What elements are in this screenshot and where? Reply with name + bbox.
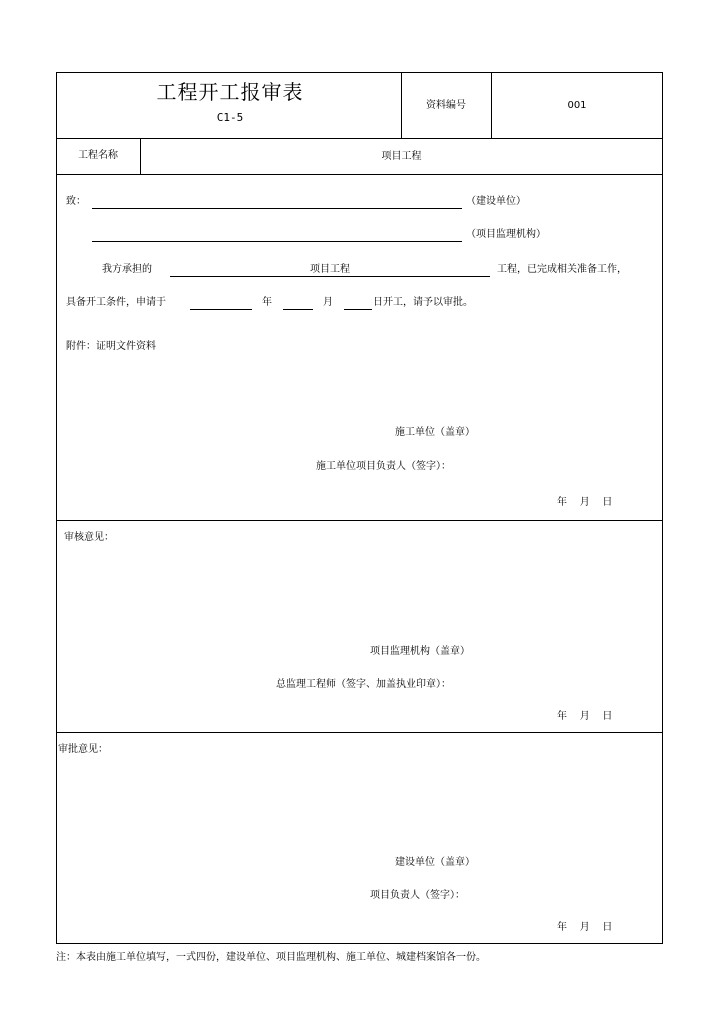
divider-review [56,520,663,521]
contractor-manager-signature[interactable]: 施工单位项目负责人（签字）： [316,461,451,472]
doc-no-value[interactable]: 001 [567,100,587,111]
approval-date[interactable]: 年 月 日 [557,922,613,933]
divider-header [56,138,663,139]
start-year-blank[interactable] [190,309,252,310]
supervision-blank[interactable] [92,241,462,242]
attachment-note: 附件：证明文件资料 [66,341,156,352]
supervision-label: （项目监理机构） [466,229,546,240]
start-day-blank[interactable] [344,309,372,310]
page-title: 工程开工报审表 [156,80,304,104]
review-seal: 项目监理机构（盖章） [370,646,470,657]
start-request-prefix: 具备开工条件，申请于 [66,297,166,308]
project-name-value[interactable]: 项目工程 [381,151,422,162]
start-year-char: 年 [262,297,272,308]
divider-approval [56,732,663,733]
review-label: 审核意见： [64,532,114,543]
footnote: 注：本表由施工单位填写，一式四份，建设单位、项目监理机构、施工单位、城建档案馆各一份。 [56,952,486,963]
to-label: 致： [66,196,86,207]
undertake-project[interactable]: 项目工程 [310,264,350,275]
review-signer[interactable]: 总监理工程师（签字、加盖执业印章）： [276,679,451,690]
start-day-suffix: 日开工，请予以审批。 [373,297,473,308]
divider-project [56,174,663,175]
builder-unit-label: （建设单位） [466,196,526,207]
undertake-project-blank[interactable] [170,276,490,277]
approval-signer[interactable]: 项目负责人（签字）： [370,890,465,901]
undertake-prefix: 我方承担的 [102,264,152,275]
approval-seal: 建设单位（盖章） [395,857,475,868]
project-name-label: 工程名称 [78,150,118,161]
builder-unit-blank[interactable] [92,208,462,209]
contractor-seal: 施工单位（盖章） [395,427,475,438]
doc-no-label: 资料编号 [426,100,466,111]
start-month-blank[interactable] [283,309,313,310]
application-date[interactable]: 年 月 日 [557,497,613,508]
review-date[interactable]: 年 月 日 [557,711,613,722]
approval-label: 审批意见： [58,744,108,755]
form-code: C1-5 [216,111,244,124]
start-month-char: 月 [323,297,333,308]
undertake-suffix: 工程，已完成相关准备工作， [497,264,627,275]
